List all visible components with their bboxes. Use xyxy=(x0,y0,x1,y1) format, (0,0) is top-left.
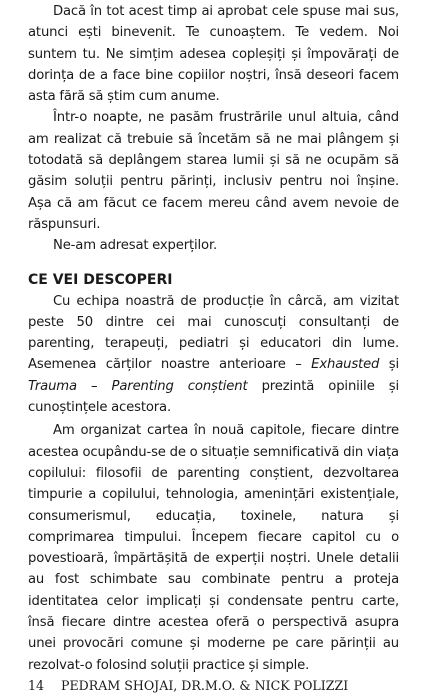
section-heading: CE VEI DESCOPERI xyxy=(28,271,173,288)
book-page xyxy=(28,0,399,676)
paragraph-experts: Ne-am adresat experților. xyxy=(53,238,218,254)
page-number: 14 xyxy=(28,678,45,693)
book-title-trauma: Trauma – Parenting conștient xyxy=(28,378,248,394)
paragraph-production-team xyxy=(28,291,399,419)
paragraph-text: prezintă opiniile și cunoștințele acestora. xyxy=(28,378,399,416)
book-title-exhausted: Exhausted xyxy=(311,357,380,373)
running-head: PEDRAM SHOJAI, DR.M.O. & NICK POLIZZI xyxy=(61,678,349,693)
paragraph-text: Cu echipa noastră de producție în cârcă, am vizitat peste 50 dintre cei mai cunoscuți consultanți de parenting, terapeuți, pediatri și educatori din lume. Asemenea cărților noastre anterioare – xyxy=(28,293,399,373)
paragraph-intro: Dacă în tot acest timp ai aprobat cele spuse mai sus, atunci ești binevenit. Te cunoaștem. Te vedem. Noi suntem tu. Ne simțim adesea copleșiți și împovărați de dorința de a face bine copiilor noștri, însă deseori facem asta fără să știm cum anume. xyxy=(28,4,399,105)
page-footer xyxy=(28,677,399,695)
paragraph-text: și xyxy=(379,357,399,373)
paragraph-chapters: Am organizat cartea în nouă capitole, fiecare dintre acestea ocupându-se de o situație semnificativă din viața copilului: filosofii de parenting conștient, dezvoltarea timpurie a copilului, tehnologia, amenințări existențiale, consumerismul, educația, toxinele, natura și comprimarea timpului. Începem fiecare capitol cu o povestioară, împărtășită de experții noștri. Unele detalii au fost schimbate sau combinate pentru a proteja identitatea celor implicați și condensate pentru carte, însă fiecare dintre acestea oferă o perspectivă asupra unei provocări comune și moderne pe care părinții au rezolvat-o folosind soluții practice și simple. xyxy=(28,423,399,673)
paragraph-one-night: Într-o noapte, ne pasăm frustrările unul altuia, când am realizat că trebuie să încetăm să ne mai plângem și totodată să deplângem starea lumii și să ne ocupăm să găsim soluții pentru părinți, inclusiv pentru noi înșine. Așa că am făcut ce facem mereu când avem nevoie de răspunsuri. xyxy=(28,110,399,232)
